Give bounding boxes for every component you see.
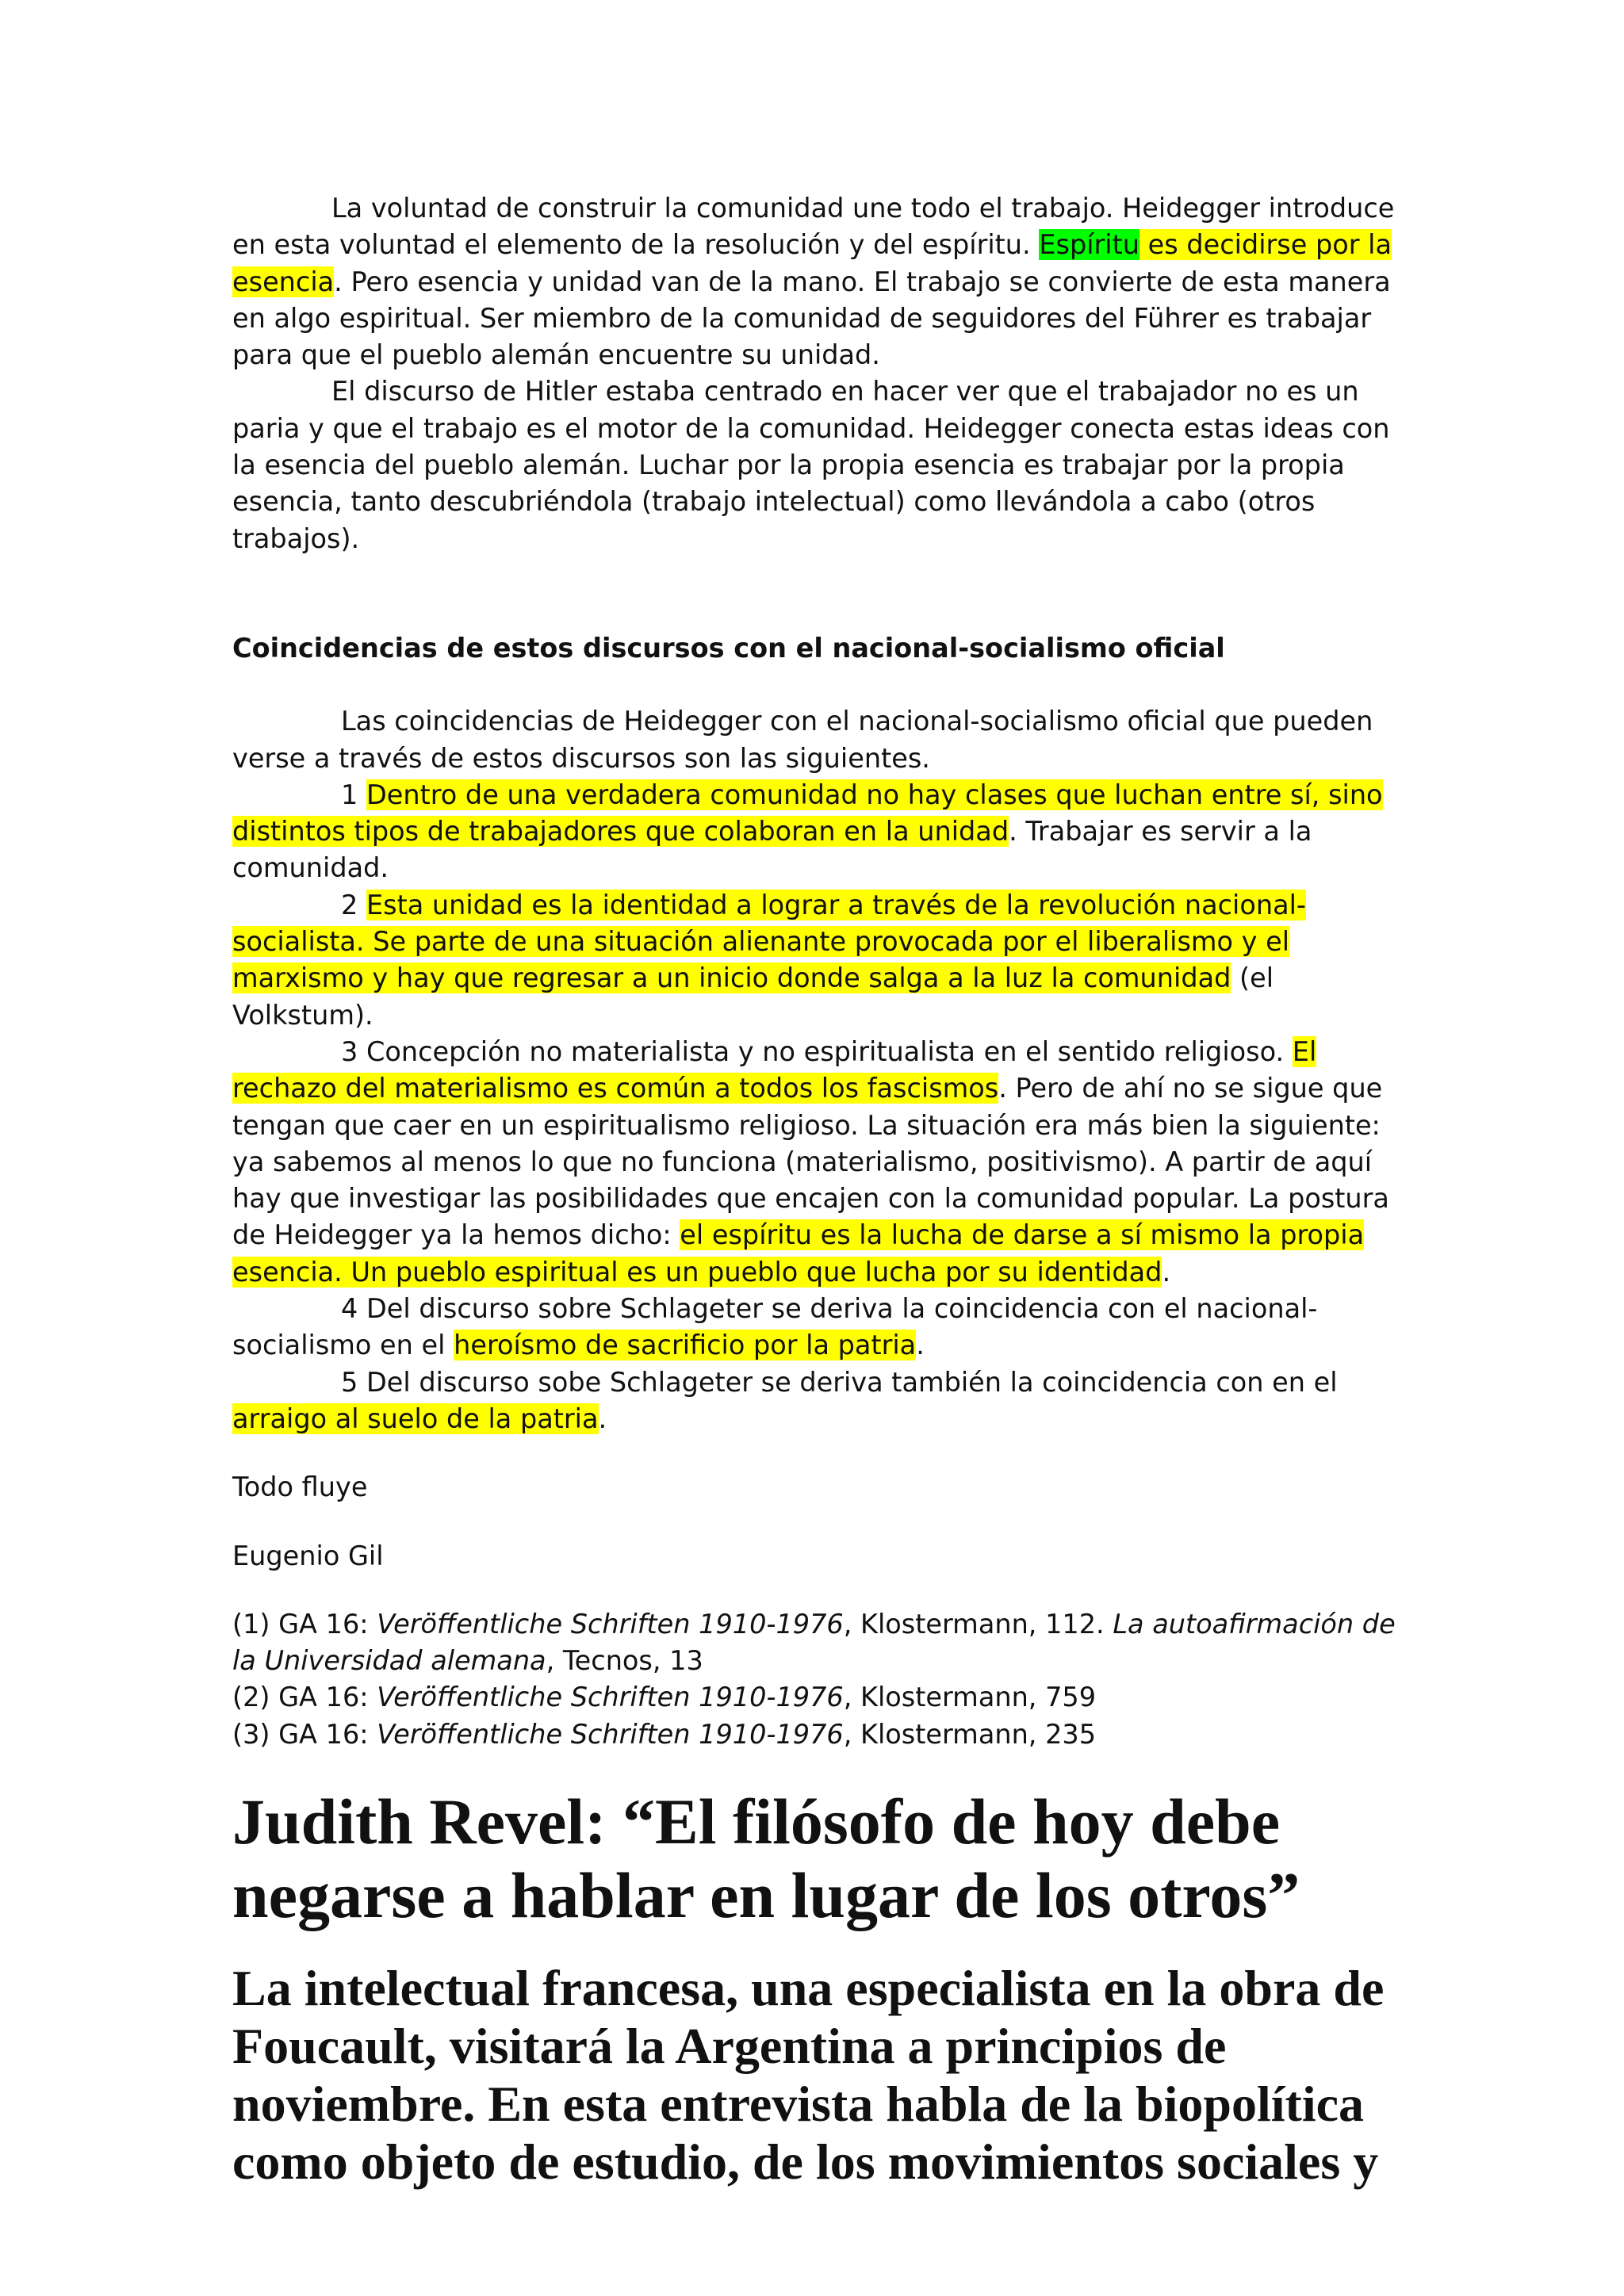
article-title: Judith Revel: “El filósofo de hoy debe negarse a hablar en lugar de los otros”	[232, 1785, 1300, 1931]
highlight-yellow: arraigo al suelo de la patria	[232, 1402, 599, 1434]
highlight-yellow: El rechazo del materialismo es común a todos los fascismos	[232, 1035, 1317, 1104]
item-text: . Pero de ahí no se sigue que tengan que caer en un espiritualismo religioso. La situación era más bien la siguiente: ya sabemos al menos lo que no funciona (materialismo, positivismo). A partir de aquí hay que investigar las posibilidades que encajen con la comunidad popular. La postura de Heidegger ya la hemos dicho:	[232, 1073, 1389, 1251]
list-item-1	[232, 777, 1398, 887]
highlight-green: Espíritu	[1039, 229, 1139, 261]
highlight-yellow: es decidirse por la esencia	[232, 229, 1392, 297]
spacer	[232, 667, 1398, 703]
footnote-text: , Klostermann, 759	[843, 1682, 1097, 1713]
footnote-text: , Tecnos, 13	[546, 1645, 703, 1677]
spacer	[232, 1753, 1398, 1785]
blog-name: Todo fluye	[232, 1471, 368, 1503]
footnote-3	[232, 1716, 1398, 1753]
item-text: (el Volkstum).	[232, 962, 1274, 1031]
item-text: .	[1162, 1256, 1171, 1288]
lead-text: Las coincidencias de Heidegger con el nacional-socialismo oficial que pueden verse a través de estos discursos son las siguientes.	[232, 706, 1373, 774]
list-item-4	[232, 1291, 1398, 1364]
spacer	[232, 1506, 1398, 1538]
article-subtitle: La intelectual francesa, una especialista en la obra de Foucault, visitará la Argentina a principios de noviembre. En esta entrevista habla de la biopolítica como objeto de estudio, de los movimientos sociales y	[232, 1959, 1385, 2190]
footnote-title: Veröffentliche Schriften 1910-1976	[377, 1718, 844, 1750]
spacer	[232, 1575, 1398, 1606]
spacer	[232, 594, 1398, 630]
footnote-text: (1) GA 16:	[232, 1608, 377, 1640]
highlight-yellow: Dentro de una verdadera comunidad no hay clases que luchan entre sí, sino distintos tipos de trabajadores que colaboran en la unidad	[232, 779, 1383, 848]
footnote-1	[232, 1606, 1398, 1680]
intro-text: . Pero esencia y unidad van de la mano. El trabajo se convierte de esta manera en algo espiritual. Ser miembro de la comunidad de seguidores del Führer es trabajar para que el pueblo alemán encuentre su unidad.	[232, 266, 1391, 371]
item-text: .	[916, 1330, 925, 1361]
item-text: .	[598, 1402, 607, 1434]
footnote-title: Veröffentliche Schriften 1910-1976	[377, 1608, 844, 1640]
highlight-yellow: Esta unidad es la identidad a lograr a través de la revolución nacional-socialista. Se parte de una situación alienante provocada por el liberalismo y el marxismo y hay que regresar a un inicio donde salga a la luz la comunidad	[232, 889, 1307, 994]
highlight-yellow: heroísmo de sacrificio por la patria	[454, 1330, 917, 1361]
author-name: Eugenio Gil	[232, 1540, 384, 1571]
intro-paragraph-1	[232, 190, 1398, 373]
item-number: 2	[341, 889, 366, 920]
item-text: 3 Concepción no materialista y no espiritualista en el sentido religioso.	[341, 1035, 1293, 1067]
list-item-5	[232, 1364, 1398, 1438]
item-text: 5 Del discurso sobe Schlageter se deriva también la coincidencia con en el	[341, 1366, 1338, 1398]
highlight-yellow: el espíritu es la lucha de darse a sí mismo la propia esencia. Un pueblo espiritual es un pueblo que lucha por su identidad	[232, 1219, 1365, 1288]
footnote-title: La autoafirmación de la Universidad alemana	[232, 1608, 1396, 1677]
list-item-3	[232, 1034, 1398, 1291]
item-text: 4 Del discurso sobre Schlageter se deriva la coincidencia con el nacional-socialismo en el	[232, 1293, 1318, 1361]
item-number: 1	[341, 779, 366, 810]
footnote-2	[232, 1679, 1398, 1716]
list-item-2	[232, 887, 1398, 1034]
document-page	[232, 190, 1398, 2191]
section-heading: Coincidencias de estos discursos con el nacional-socialismo oficial	[232, 632, 1225, 664]
section-lead	[232, 703, 1398, 777]
footnote-text: (2) GA 16:	[232, 1682, 377, 1713]
spacer	[232, 1437, 1398, 1469]
intro-paragraph-2: El discurso de Hitler estaba centrado en hacer ver que el trabajador no es un paria y que el trabajo es el motor de la comunidad. Heidegger conecta estas ideas con la esencia del pueblo alemán. Luchar por la propia esencia es trabajar por la propia esencia, tanto descubriéndola (trabajo intelectual) como llevándola a cabo (otros trabajos).	[232, 376, 1390, 554]
spacer	[232, 557, 1398, 594]
intro-text: La voluntad de construir la comunidad une todo el trabajo. Heidegger introduce en esta voluntad el elemento de la resolución y del espíritu.	[232, 193, 1395, 261]
footnote-text: , Klostermann, 235	[843, 1718, 1097, 1750]
footnote-text: , Klostermann, 112.	[843, 1608, 1113, 1640]
footnote-title: Veröffentliche Schriften 1910-1976	[377, 1682, 844, 1713]
footnote-text: (3) GA 16:	[232, 1718, 377, 1750]
spacer	[232, 1932, 1398, 1959]
item-text: . Trabajar es servir a la comunidad.	[232, 816, 1312, 884]
